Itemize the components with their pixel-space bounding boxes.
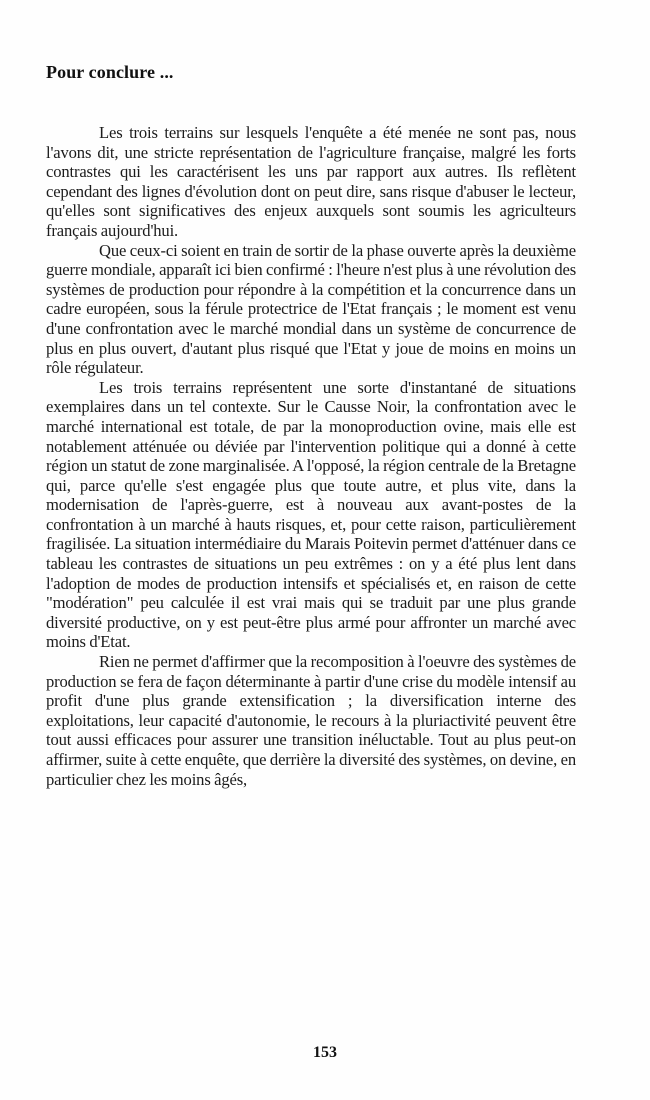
page-number: 153 — [313, 1044, 337, 1061]
paragraph: Rien ne permet d'affirmer que la recomposition à l'oeuvre des systèmes de production se fera de façon déterminante à partir d'une crise du modèle intensif au profit d'une plus grande extensification ; la diversification interne des exploitations, leur capacité d'autonomie, le recours à la pluriactivité peuvent être tout aussi efficaces pour assurer une transition inéluctable. Tout au plus peut-on affirmer, suite à cette enquête, que derrière la diversité des systèmes, on devine, en particulier chez les moins âgés, — [46, 652, 576, 789]
paragraph: Les trois terrains représentent une sorte d'instantané de situations exemplaires dans un tel contexte. Sur le Causse Noir, la confrontation avec le marché international est totale, de par la monoproduction ovine, mais elle est notablement atténuée ou déviée par l'intervention politique qui a donné à cette région un statut de zone marginalisée. A l'opposé, la région centrale de la Bretagne qui, parce qu'elle s'est engagée plus que toute autre, et plus vite, dans la modernisation de l'après-guerre, est à nouveau aux avant-postes de la confrontation à un marché à hauts risques, et, pour cette raison, particulièrement fragilisée. La situation intermédiaire du Marais Poitevin permet d'atténuer dans ce tableau les contrastes de situations un peu extrêmes : on y a été plus lent dans l'adoption de modes de production intensifs et spécialisés et, en raison de cette "modération" peu calculée il est vrai mais qui se traduit par une plus grande diversité productive, on y est peut-être plus armé pour affronter un marché avec moins d'Etat. — [46, 377, 576, 652]
paragraph: Que ceux-ci soient en train de sortir de la phase ouverte après la deuxième guerre mondiale, apparaît ici bien confirmé : l'heure n'est plus à une révolution des systèmes de production pour répondre à la compétition et la concurrence dans un cadre européen, sous la férule protectrice de l'Etat français ; le moment est venu d'une confrontation avec le marché mondial dans un système de concurrence de plus en plus ouvert, d'autant plus risqué que l'Etat y joue de moins en moins un rôle régulateur. — [46, 240, 576, 378]
section-heading: Pour conclure ... — [46, 62, 174, 82]
paragraph: Les trois terrains sur lesquels l'enquête a été menée ne sont pas, nous l'avons dit, une stricte représentation de l'agriculture française, malgré les forts contrastes qui les caractérisent les uns par rapport aux autres. Ils reflètent cependant des lignes d'évolution dont on peut dire, sans risque d'abuser le lecteur, qu'elles sont significatives des enjeux auxquels sont soumis les agriculteurs français aujourd'hui. — [46, 123, 576, 240]
body-text — [46, 123, 576, 789]
